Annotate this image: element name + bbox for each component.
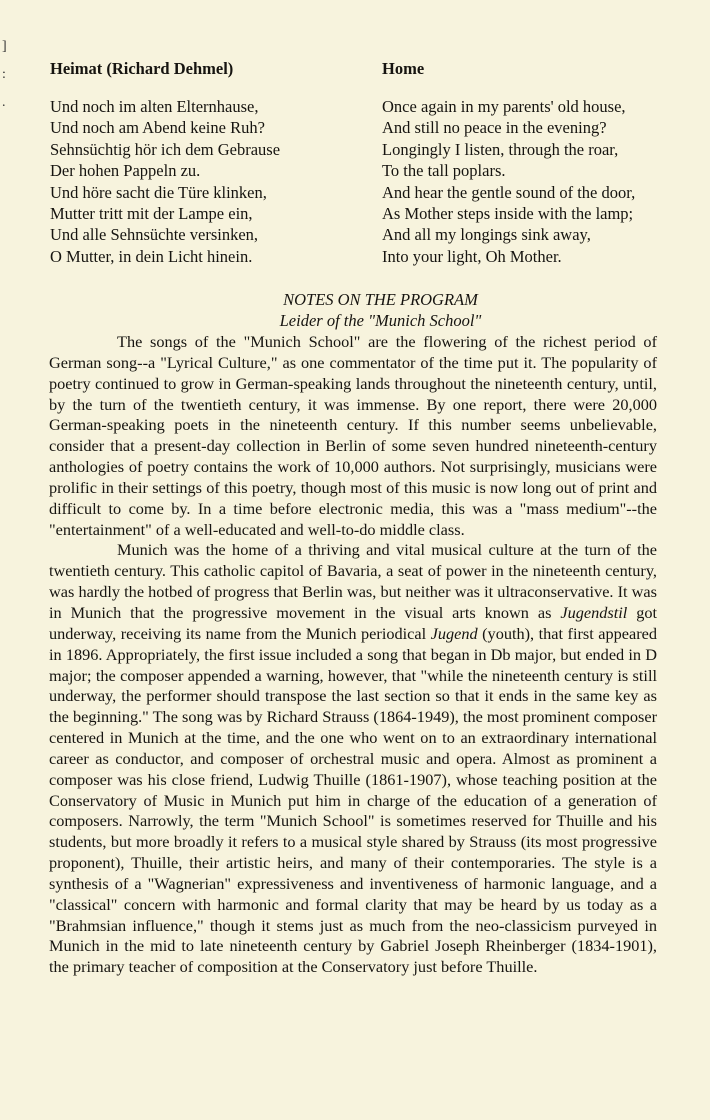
english-line: Once again in my parents' old house, [382, 97, 626, 116]
program-notes [49, 290, 657, 978]
notes-heading: NOTES ON THE PROGRAM [283, 290, 478, 309]
english-poem [382, 58, 665, 267]
paragraph-text: Munich was the home of a thriving and vital musical culture at the turn of the twentieth century. This catholic capitol of Bavaria, a seat of power in the nineteenth century, was hardly the hotbed of progress that Berlin was, but neither was it ultraconservative. It was in Munich that the progressive movement in the visual arts known as [49, 540, 657, 622]
german-line: Der hohen Pappeln zu. [50, 161, 201, 181]
english-line: And hear the gentle sound of the door, [382, 182, 636, 202]
german-line: Sehnsüchtig hör ich dem Gebrause [50, 139, 281, 159]
paragraph-text: (youth), that first appeared in 1896. Appropriately, the first issue included a song that began in Db major, but ended in D major; the composer appended a warning, however, that "while the nineteenth century is still underway, the performer should transpose the last section so that it ends in the same key as the beginning." The song was by Richard Strauss (1864-1949), the most prominent composer centered in Munich at the time, and the one who went on to an extraordinary international career as conductor, and composer of orchestral music and opera. Almost as prominent a composer was his close friend, Ludwig Thuille (1861-1907), whose teaching position at the Conservatory of Music in Munich put him in charge of the education of a generation of composers. Narrowly, the term "Munich School" is sometimes reserved for Thuille and his students, but more broadly it refers to a musical style shared by Strauss (its most progressive proponent), Thuille, their artistic heirs, and many of their contemporaries. The style is a synthesis of a "Wagnerian" expressiveness and inventiveness of harmonic language, and a "classical" concern with harmonic and formal clarity that may be heard by us today as a "Brahmsian influence," though it stems just as much from the neo-classicism purveyed in Munich in the mid to late nineteenth century by Gabriel Joseph Rheinberger (1834-1901), the primary teacher of composition at the Conservatory just before Thuille. [49, 623, 657, 977]
poem-translation-block [50, 58, 665, 267]
english-line: To the tall poplars. [382, 161, 506, 181]
english-line: And still no peace in the evening? [382, 118, 607, 138]
notes-subheading: Leider of the "Munich School" [279, 310, 482, 330]
jugend-periodical: Jugend [430, 623, 478, 643]
german-line: Und noch am Abend keine Ruh? [50, 118, 265, 138]
english-line: Into your light, Oh Mother. [382, 246, 562, 266]
binding-edge-marks: ] : . [2, 39, 7, 110]
notes-paragraph-2 [49, 540, 657, 978]
german-line: Und noch im alten Elternhause, [50, 97, 259, 116]
jugendstil-term: Jugendstil [560, 602, 628, 622]
german-line: O Mutter, in dein Licht hinein. [50, 246, 253, 266]
german-poem [50, 58, 350, 267]
german-line: Und alle Sehnsüchte versinken, [50, 225, 259, 245]
notes-paragraph-1 [49, 332, 657, 540]
german-line: Mutter tritt mit der Lampe ein, [50, 204, 253, 224]
paragraph-text: got underway, receiving its name from the Munich periodical [49, 602, 657, 643]
english-poem-title: Home [382, 59, 425, 78]
paragraph-text: The songs of the "Munich School" are the flowering of the richest period of German song--a "Lyrical Culture," as one commentator of the time put it. The popularity of poetry continued to grow in German-speaking lands throughout the nineteenth century, until, by the turn of the twentieth century, it was immense. By one report, there were 20,000 German-speaking poets in the nineteenth century. If this number seems unbelievable, consider that a present-day collection in Berlin of some seven hundred nineteenth-century anthologies of poetry contains the work of 10,000 authors. Not surprisingly, musicians were prolific in their settings of this poetry, though most of this music is now long out of print and difficult to come by. In a time before electronic media, this was a "mass medium"--the "entertainment" of a well-educated and well-to-do middle class. [49, 332, 657, 539]
german-line: Und höre sacht die Türe klinken, [50, 182, 267, 202]
english-line: Longingly I listen, through the roar, [382, 139, 619, 159]
german-poem-title: Heimat (Richard Dehmel) [50, 59, 234, 78]
english-line: As Mother steps inside with the lamp; [382, 204, 634, 224]
english-line: And all my longings sink away, [382, 225, 591, 245]
